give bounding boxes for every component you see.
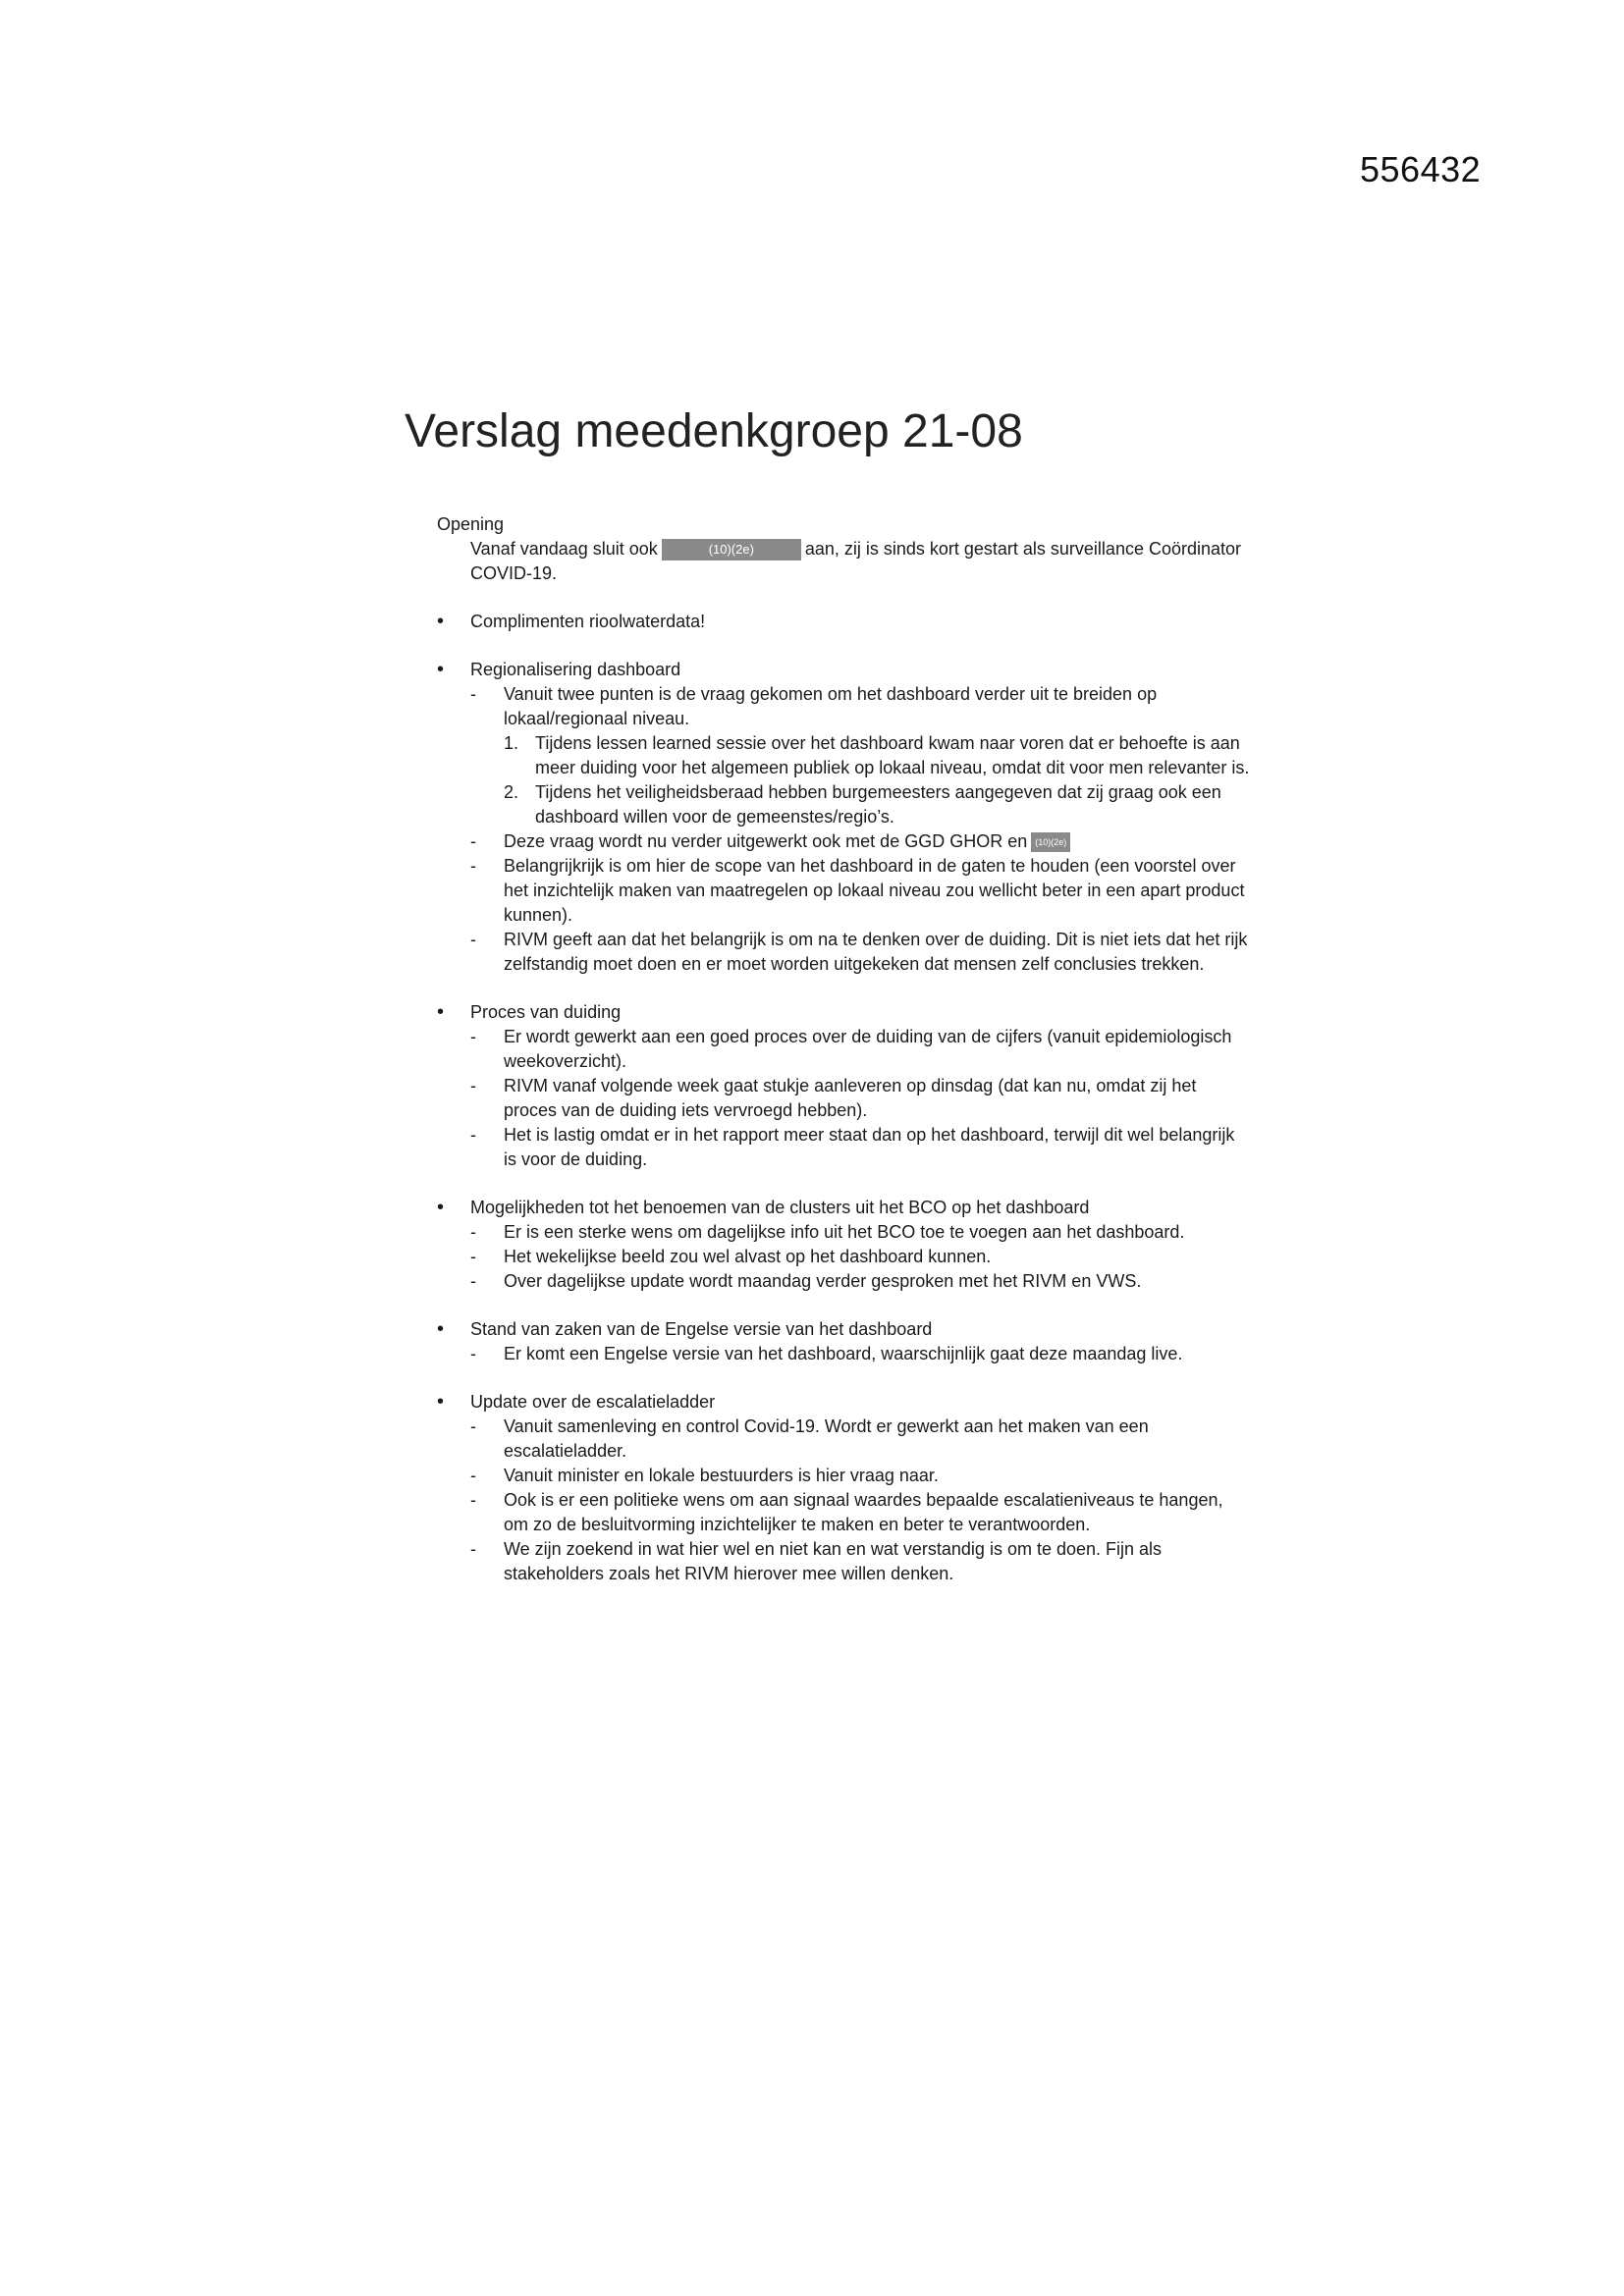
opening-text-after: aan, zij is sinds kort gestart als surveillance Coördinator COVID-19. — [470, 539, 1242, 583]
list-item — [470, 829, 1252, 854]
opening-text-before: Vanaf vandaag sluit ook — [470, 539, 658, 559]
list-item: - Over dagelijkse update wordt maandag verder gesproken met het RIVM en VWS. — [470, 1269, 1252, 1294]
redaction-box: (10)(2e) — [1031, 832, 1070, 852]
topic-heading: • Update over de escalatieladder — [470, 1392, 716, 1412]
list-item: - Vanuit minister en lokale bestuurders is hier vraag naar. — [470, 1464, 1252, 1488]
dash-list — [470, 1220, 1252, 1294]
topic-heading: • Regionalisering dashboard — [470, 660, 681, 679]
dash-list — [470, 1415, 1252, 1586]
opening-text — [470, 537, 1252, 586]
topic-engels — [437, 1317, 1252, 1366]
list-item: - We zijn zoekend in wat hier wel en niet kan en wat verstandig is om te doen. Fijn als stakeholders zoals het RIVM hierover mee willen denken. — [470, 1537, 1252, 1586]
document-body — [437, 512, 1252, 1610]
topic-escalatie — [437, 1390, 1252, 1586]
list-item-text: Vanuit twee punten is de vraag gekomen om het dashboard verder uit te breiden op lokaal/regionaal niveau. — [504, 684, 1158, 728]
topic-heading: • Stand van zaken van de Engelse versie van het dashboard — [470, 1319, 933, 1339]
topic-complimenten — [437, 610, 1252, 634]
list-item: - RIVM vanaf volgende week gaat stukje aanleveren op dinsdag (dat kan nu, omdat zij het proces van de duiding iets vervroegd hebben). — [470, 1074, 1252, 1123]
list-item: - Het wekelijkse beeld zou wel alvast op het dashboard kunnen. — [470, 1245, 1252, 1269]
topic-heading: Complimenten rioolwaterdata! — [470, 612, 706, 631]
topic-regionalisering — [437, 658, 1252, 977]
list-item: - Vanuit samenleving en control Covid-19. Wordt er gewerkt aan het maken van een escalatieladder. — [470, 1415, 1252, 1464]
numbered-list — [504, 731, 1252, 829]
page-title: Verslag meedenkgroep 21-08 — [405, 405, 1023, 457]
numbered-item-text: Tijdens het veiligheidsberaad hebben burgemeesters aangegeven dat zij graag ook een dashboard willen voor de gemeenstes/regio’s. — [535, 782, 1221, 827]
topic-heading: • Mogelijkheden tot het benoemen van de clusters uit het BCO op het dashboard — [470, 1198, 1090, 1217]
numbered-item-text: Tijdens lessen learned sessie over het dashboard kwam naar voren dat er behoefte is aan meer duiding voor het algemeen publiek op lokaal niveau, omdat dit voor men relevanter is. — [535, 733, 1250, 777]
dash-list — [470, 1342, 1252, 1366]
topic-list — [437, 610, 1252, 1586]
list-item: - RIVM geeft aan dat het belangrijk is om na te denken over de duiding. Dit is niet iets dat het rijk zelfstandig moet doen en er moet worden uitgekeken dat mensen zelf conclusies trekken. — [470, 928, 1252, 977]
list-item: - Er komt een Engelse versie van het dashboard, waarschijnlijk gaat deze maandag live. — [470, 1342, 1252, 1366]
list-item: - Er wordt gewerkt aan een goed proces over de duiding van de cijfers (vanuit epidemiologisch weekoverzicht). — [470, 1025, 1252, 1074]
list-item: - Belangrijkrijk is om hier de scope van het dashboard in de gaten te houden (een voorstel over het inzichtelijk maken van maatregelen op lokaal niveau zou wellicht beter in een apart product kunnen). — [470, 854, 1252, 928]
dash-list — [470, 682, 1252, 977]
opening-heading: Opening — [437, 514, 505, 534]
topic-heading: • Proces van duiding — [470, 1002, 622, 1022]
redaction-box: (10)(2e) — [662, 539, 801, 561]
document-id: 556432 — [1360, 149, 1482, 189]
numbered-item — [504, 780, 1252, 829]
numbered-item-marker: 1. — [504, 733, 519, 753]
list-item: - Ook is er een politieke wens om aan signaal waardes bepaalde escalatieniveaus te hangen, om zo de besluitvorming inzichtelijker te maken en beter te verantwoorden. — [470, 1488, 1252, 1537]
list-item: - Er is een sterke wens om dagelijkse info uit het BCO toe te voegen aan het dashboard. — [470, 1220, 1252, 1245]
list-item-text: Deze vraag wordt nu verder uitgewerkt ook met de GGD GHOR en — [504, 831, 1028, 851]
topic-mogelijkheden — [437, 1196, 1252, 1294]
numbered-item-marker: 2. — [504, 782, 519, 802]
dash-list — [470, 1025, 1252, 1172]
list-item: - Het is lastig omdat er in het rapport meer staat dan op het dashboard, terwijl dit wel belangrijk is voor de duiding. — [470, 1123, 1252, 1172]
topic-proces — [437, 1000, 1252, 1172]
opening-section — [437, 512, 1252, 586]
list-item — [470, 682, 1252, 829]
numbered-item — [504, 731, 1252, 780]
